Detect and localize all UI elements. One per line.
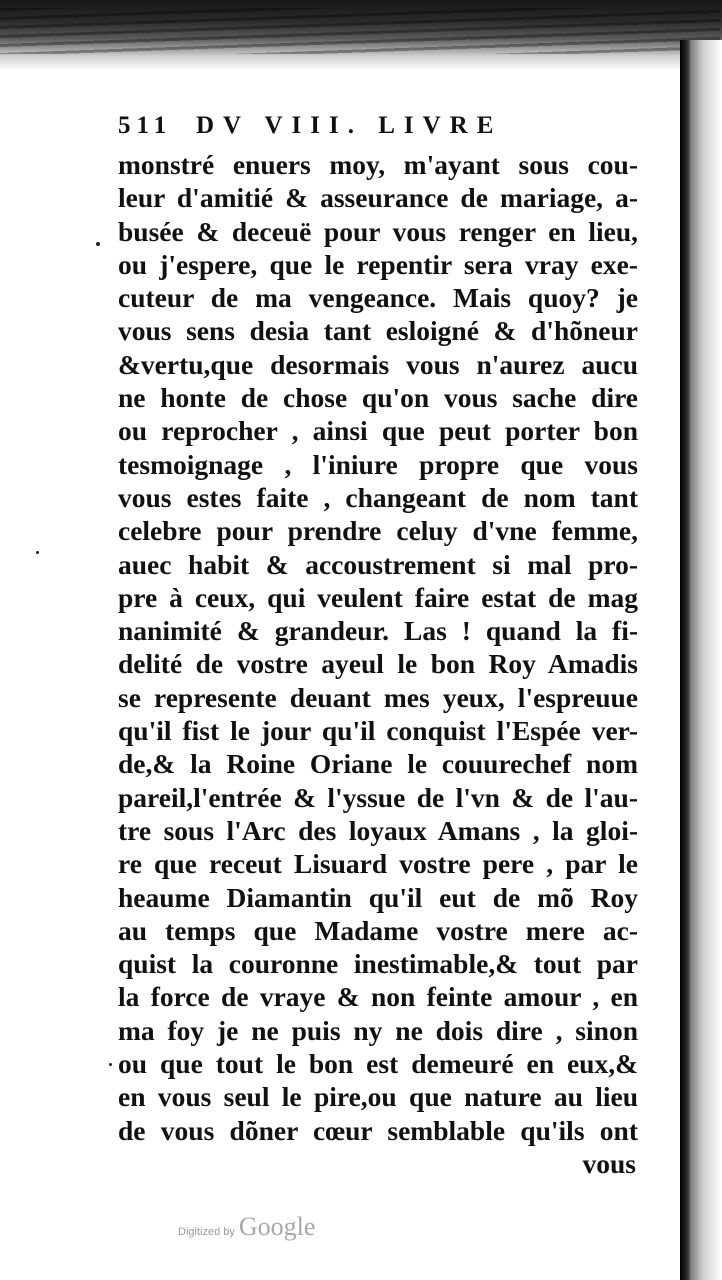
running-title: DV VIII. LIVRE bbox=[196, 112, 503, 139]
page-number: 511 bbox=[118, 112, 173, 139]
text-line: se represente deuant mes yeux, l'espreuue bbox=[118, 681, 638, 713]
text-line: delité de vostre ayeul le bon Roy Amadis bbox=[118, 648, 638, 680]
text-line: ne honte de chose qu'on vous sache dire bbox=[118, 382, 638, 414]
digitized-by-google bbox=[178, 1212, 315, 1242]
text-line: pre à ceux, qui veulent faire estat de mag bbox=[118, 581, 638, 613]
page-edge bbox=[680, 40, 690, 1280]
running-head bbox=[118, 112, 638, 148]
digitized-label: Digitized by bbox=[178, 1226, 235, 1238]
text-line: cuteur de ma vengeance. Mais quoy? je bbox=[118, 282, 638, 314]
text-line: celebre pour prendre celuy d'vne femme, bbox=[118, 515, 638, 547]
ink-speck bbox=[36, 551, 39, 554]
body-text bbox=[118, 148, 638, 1147]
text-line: ma foy je ne puis ny ne dois dire , sinon bbox=[118, 1014, 638, 1046]
text-line: vous estes faite , changeant de nom tant bbox=[118, 481, 638, 513]
text-line: la force de vraye & non feinte amour , en bbox=[118, 981, 638, 1013]
ink-speck bbox=[96, 242, 100, 246]
text-line: monstré enuers moy, m'ayant sous cou- bbox=[118, 149, 638, 180]
text-line: leur d'amitié & asseurance de mariage, a- bbox=[118, 182, 638, 214]
text-line: re que receut Lisuard vostre pere , par le bbox=[118, 848, 638, 880]
text-line: en vous seul le pire,ou que nature au lieu bbox=[118, 1081, 638, 1113]
google-logo: Google bbox=[238, 1212, 316, 1241]
text-line: tre sous l'Arc des loyaux Amans , la gloi- bbox=[118, 814, 638, 846]
catchword: vous bbox=[582, 1147, 636, 1179]
text-line: de,& la Roine Oriane le couurechef nom bbox=[118, 748, 638, 780]
text-line: ou reprocher , ainsi que peut porter bon bbox=[118, 415, 638, 447]
text-line: ou que tout le bon est demeuré en eux,& bbox=[118, 1048, 638, 1080]
text-line: quist la couronne inestimable,& tout par bbox=[118, 948, 638, 980]
text-line: busée & deceuë pour vous renger en lieu, bbox=[118, 215, 638, 247]
text-line: tesmoignage , l'iniure propre que vous bbox=[118, 448, 638, 480]
text-line: ou j'espere, que le repentir sera vray exe- bbox=[118, 248, 638, 280]
text-line: auec habit & accoustrement si mal pro- bbox=[118, 548, 638, 580]
text-line: vous sens desia tant esloigné & d'hõneur bbox=[118, 315, 638, 347]
text-line: heaume Diamantin qu'il eut de mõ Roy bbox=[118, 881, 638, 913]
text-line: pareil,l'entrée & l'yssue de l'vn & de l'au- bbox=[118, 781, 638, 813]
text-line: &vertu,que desormais vous n'aurez aucu bbox=[118, 348, 638, 380]
text-line: de vous dõner cœur semblable qu'ils ont bbox=[118, 1114, 638, 1146]
page-edge-shadow bbox=[690, 40, 722, 1280]
book-page bbox=[118, 112, 638, 1180]
text-line: nanimité & grandeur. Las ! quand la fi- bbox=[118, 615, 638, 647]
text-line: qu'il fist le jour qu'il conquist l'Espée ver- bbox=[118, 715, 638, 747]
scan-top-streaks bbox=[0, 8, 720, 54]
ink-speck bbox=[109, 1063, 112, 1066]
text-line: au temps que Madame vostre mere ac- bbox=[118, 914, 638, 946]
